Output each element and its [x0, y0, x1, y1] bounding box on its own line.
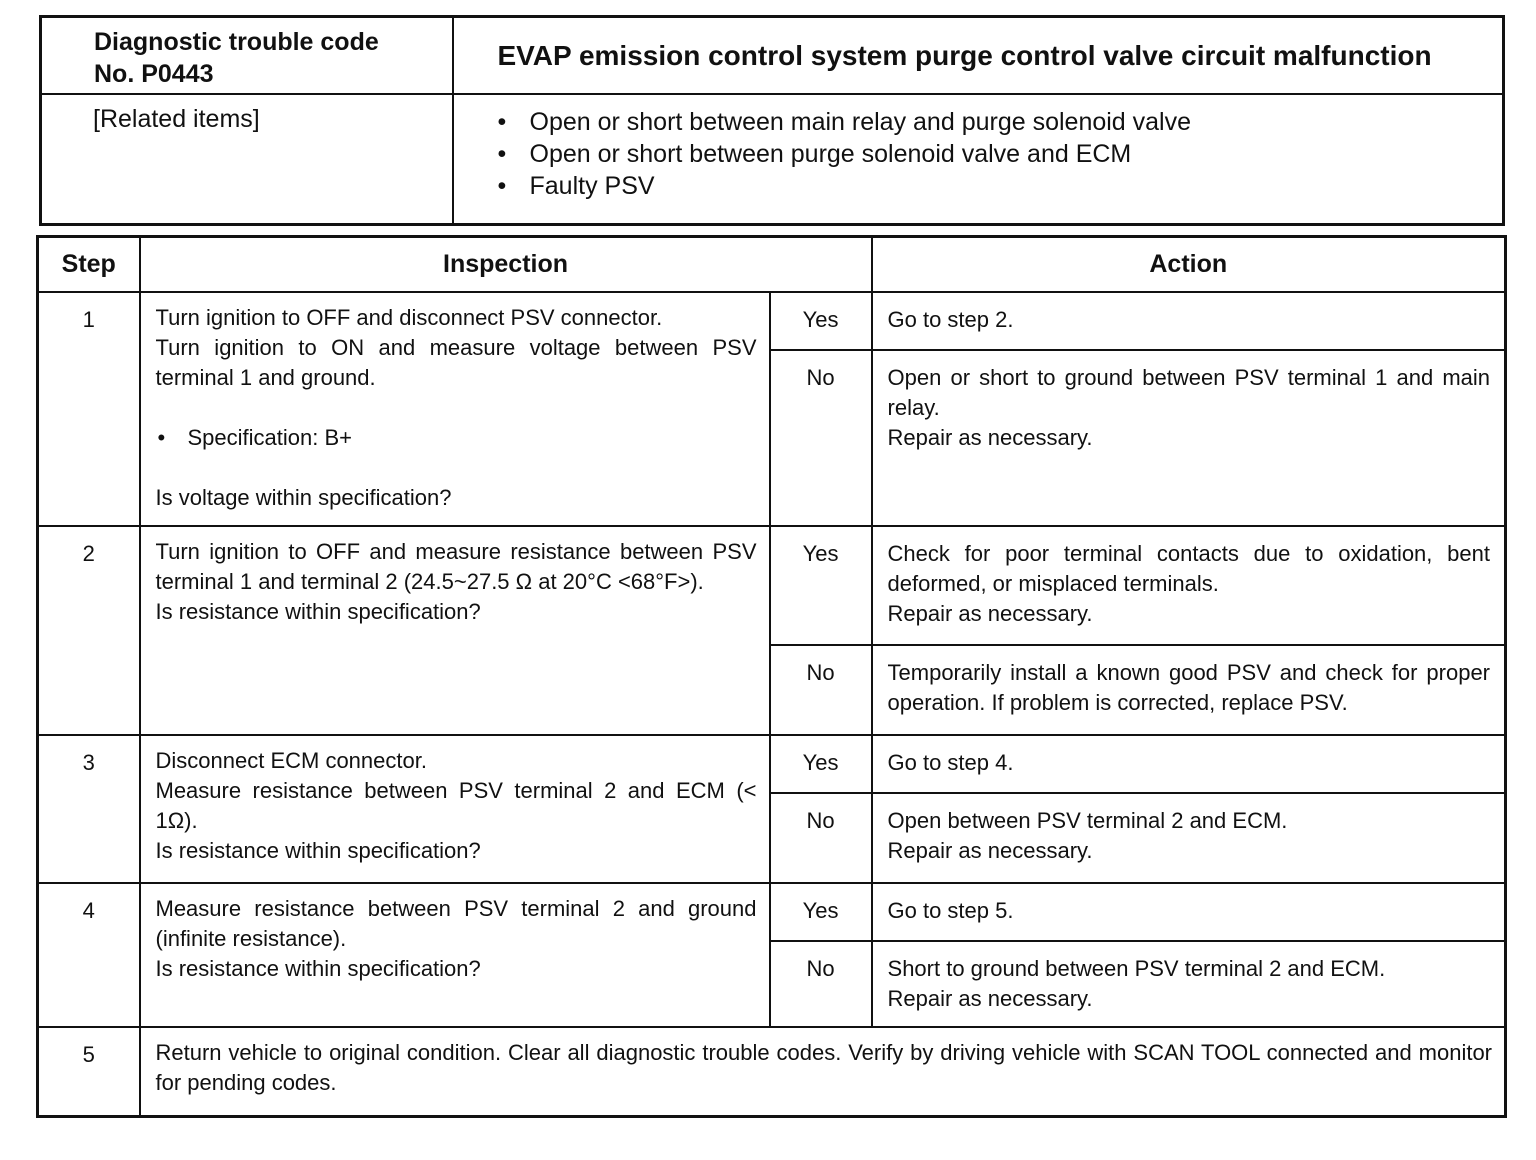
- inspection-text: Turn ignition to ON and measure voltage between PSV terminal 1 and ground.: [155, 334, 757, 390]
- related-items-cell: [453, 94, 1504, 225]
- yes-action: Go to step 2.: [872, 292, 1506, 350]
- table-row: [38, 1027, 1506, 1117]
- inspection-cell: [140, 292, 770, 526]
- related-items-label: [Related items]: [41, 94, 453, 225]
- table-row: [38, 292, 1506, 350]
- header-step: Step: [38, 237, 140, 292]
- dtc-code-cell: [41, 17, 453, 94]
- step-number: 1: [38, 292, 140, 526]
- inspection-table: [36, 235, 1507, 1118]
- inspection-cell: [140, 735, 770, 883]
- no-label: No: [770, 350, 872, 526]
- inspection-question: Is resistance within specification?: [155, 955, 481, 981]
- dtc-title: EVAP emission control system purge control valve circuit malfunction: [453, 17, 1504, 94]
- inspection-question: Is resistance within specification?: [155, 837, 481, 863]
- yes-action: Check for poor terminal contacts due to oxidation, bent deformed, or misplaced terminals. Repair as necessary.: [872, 526, 1506, 645]
- related-item: • Open or short between purge solenoid valve and ECM: [498, 138, 1503, 170]
- table-header-row: [38, 237, 1506, 292]
- no-action: Open or short to ground between PSV terminal 1 and main relay. Repair as necessary.: [872, 350, 1506, 526]
- no-action: Short to ground between PSV terminal 2 and ECM. Repair as necessary.: [872, 941, 1506, 1027]
- inspection-text: Turn ignition to OFF and disconnect PSV connector.: [155, 304, 663, 330]
- final-step-text: Return vehicle to original condition. Clear all diagnostic trouble codes. Verify by driving vehicle with SCAN TOOL connected and monitor for pending codes.: [140, 1027, 1506, 1117]
- no-action: Open between PSV terminal 2 and ECM. Repair as necessary.: [872, 793, 1506, 883]
- yes-action: Go to step 5.: [872, 883, 1506, 941]
- no-label: No: [770, 941, 872, 1027]
- step-number: 2: [38, 526, 140, 735]
- step-number: 4: [38, 883, 140, 1027]
- yes-label: Yes: [770, 735, 872, 793]
- inspection-text: Turn ignition to OFF and measure resistance between PSV terminal 1 and terminal 2 (24.5~27.5 Ω at 20°C <68°F>).: [155, 538, 757, 594]
- inspection-cell: [140, 526, 770, 735]
- inspection-question: Is voltage within specification?: [155, 484, 452, 510]
- dtc-header-table: [39, 15, 1505, 226]
- related-item: • Faulty PSV: [498, 170, 1503, 202]
- step-number: 5: [38, 1027, 140, 1117]
- header-inspection: Inspection: [140, 237, 872, 292]
- no-action: Temporarily install a known good PSV and check for proper operation. If problem is corrected, replace PSV.: [872, 645, 1506, 735]
- specification-bullet: • Specification: B+: [156, 423, 757, 453]
- dtc-code-number: No. P0443: [94, 60, 214, 88]
- inspection-text: Measure resistance between PSV terminal 2 and ground (infinite resistance).: [155, 895, 757, 951]
- table-row: [38, 735, 1506, 793]
- yes-action: Go to step 4.: [872, 735, 1506, 793]
- inspection-text: Measure resistance between PSV terminal 2 and ECM (< 1Ω).: [155, 777, 757, 833]
- no-label: No: [770, 793, 872, 883]
- header-action: Action: [872, 237, 1506, 292]
- inspection-question: Is resistance within specification?: [155, 598, 481, 624]
- yes-label: Yes: [770, 526, 872, 645]
- no-label: No: [770, 645, 872, 735]
- yes-label: Yes: [770, 883, 872, 941]
- table-row: [38, 883, 1506, 941]
- yes-label: Yes: [770, 292, 872, 350]
- inspection-cell: [140, 883, 770, 1027]
- inspection-text: Disconnect ECM connector.: [155, 747, 427, 773]
- related-item: • Open or short between main relay and purge solenoid valve: [498, 106, 1503, 138]
- related-items-list: [498, 106, 1503, 202]
- step-number: 3: [38, 735, 140, 883]
- table-row: [38, 526, 1506, 645]
- dtc-code-label: Diagnostic trouble code: [94, 28, 379, 56]
